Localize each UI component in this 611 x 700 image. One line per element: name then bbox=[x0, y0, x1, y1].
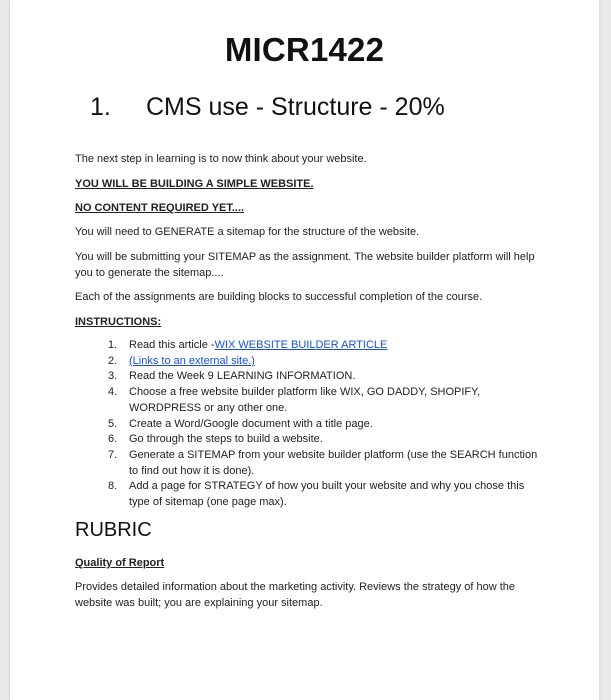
list-item-text: Read this article - bbox=[129, 339, 215, 351]
rubric-heading: RUBRIC bbox=[75, 519, 152, 541]
list-item-text: Go through the steps to build a website. bbox=[129, 433, 323, 446]
wix-article-link[interactable]: WIX WEBSITE BUILDER ARTICLE bbox=[214, 339, 388, 351]
list-item bbox=[108, 448, 548, 479]
list-item-number: 5. bbox=[108, 417, 118, 430]
list-item-number: 8. bbox=[108, 480, 118, 493]
list-item-number: 1. bbox=[108, 339, 118, 351]
list-item bbox=[108, 338, 548, 354]
list-item-text: Choose a free website builder platform like WIX, GO DADDY, SHOPIFY, WORDPRESS or any other one. bbox=[129, 386, 481, 414]
document-title: MICR1422 bbox=[224, 31, 385, 68]
section-title: CMS use - Structure - 20% bbox=[146, 93, 445, 121]
list-item-text: Add a page for STRATEGY of how you built your website and why you chose this type of sitemap (one page max). bbox=[129, 480, 525, 509]
list-item-number: 7. bbox=[108, 448, 118, 461]
list-item-text: Generate a SITEMAP from your website builder platform (use the SEARCH function to find out how it is done). bbox=[129, 448, 538, 477]
instructions-heading: INSTRUCTIONS: bbox=[75, 316, 162, 328]
section-number: 1. bbox=[90, 93, 111, 121]
list-item bbox=[108, 432, 548, 448]
sitemap-paragraph: You will need to GENERATE a sitemap for the structure of the website. bbox=[75, 226, 420, 238]
list-item-text: Create a Word/Google document with a title page. bbox=[129, 417, 373, 430]
list-item bbox=[108, 354, 548, 370]
rubric-description: Provides detailed information about the marketing activity. Reviews the strategy of how the website was built; you are explaining your sitemap. bbox=[75, 581, 516, 609]
list-item-number: 4. bbox=[108, 386, 118, 399]
list-item bbox=[108, 385, 548, 416]
instructions-list bbox=[108, 338, 548, 511]
notice-building-website: YOU WILL BE BUILDING A SIMPLE WEBSITE. bbox=[75, 178, 314, 190]
list-item bbox=[108, 479, 548, 510]
list-item-number: 6. bbox=[108, 433, 118, 446]
list-item bbox=[108, 369, 548, 385]
external-site-link[interactable]: (Links to an external site.) bbox=[129, 354, 255, 367]
rubric-subheading: Quality of Report bbox=[75, 557, 165, 569]
list-item-text: Read the Week 9 LEARNING INFORMATION. bbox=[129, 370, 356, 383]
list-item-number: 2. bbox=[108, 354, 118, 367]
notice-no-content: NO CONTENT REQUIRED YET.... bbox=[75, 202, 245, 214]
list-item bbox=[108, 417, 548, 433]
intro-paragraph: The next step in learning is to now think about your website. bbox=[75, 153, 367, 165]
document-page bbox=[10, 0, 599, 700]
submission-paragraph: You will be submitting your SITEMAP as the assignment. The website builder platform will help you to generate the sitemap.... bbox=[75, 251, 535, 279]
list-item-number: 3. bbox=[108, 370, 118, 383]
building-blocks-paragraph: Each of the assignments are building blocks to successful completion of the course. bbox=[75, 291, 483, 303]
section-heading bbox=[90, 93, 445, 122]
